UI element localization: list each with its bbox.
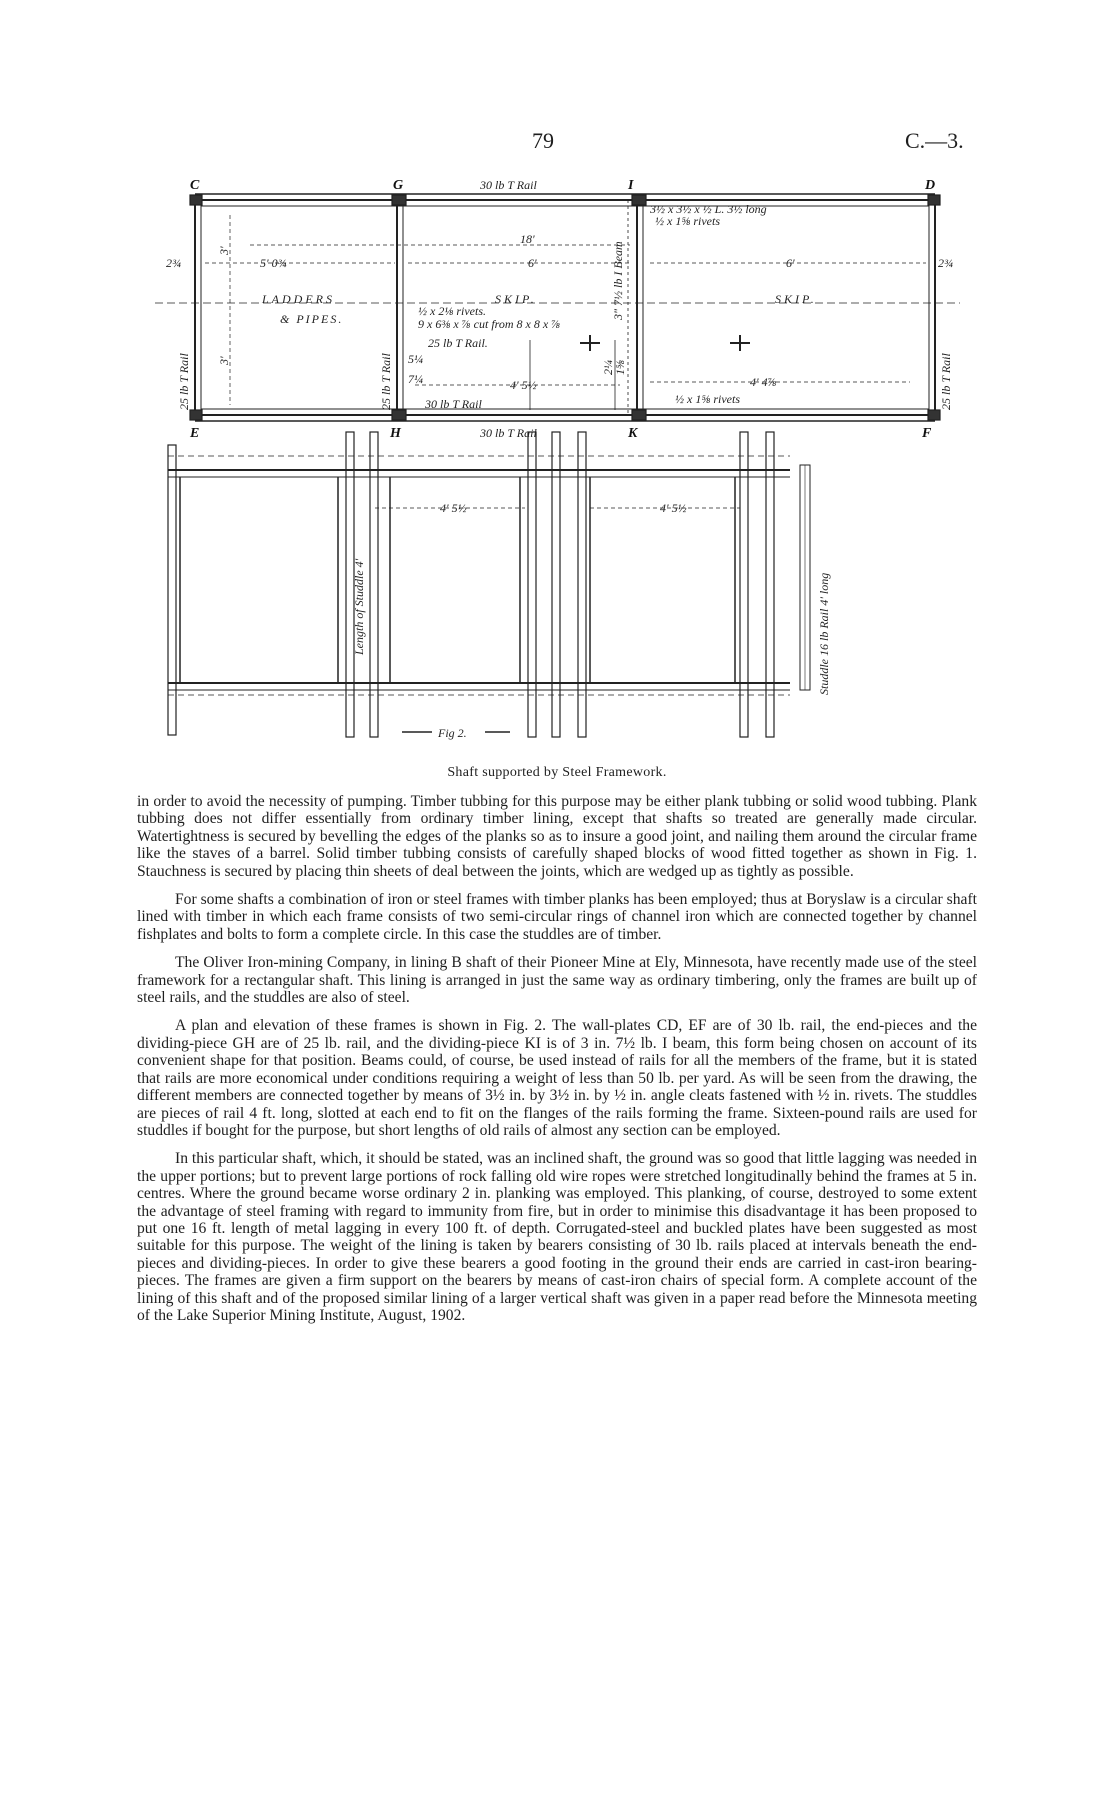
label-d: D xyxy=(925,178,936,193)
annotation-7: 7¼ xyxy=(408,372,423,386)
annotation-bottom-rail: 30 lb T Rail xyxy=(480,426,537,440)
annotation-rail-25-left: 25 lb T Rail xyxy=(177,353,191,410)
annotation-cut: 9 x 6⅜ x ⅞ cut from 8 x 8 x ⅞ xyxy=(418,317,561,331)
annotation-3ft-top: 3' xyxy=(217,246,231,255)
plan-inner-frame xyxy=(201,206,929,409)
report-reference: C.—3. xyxy=(905,128,964,153)
body-text xyxy=(137,793,977,1335)
paragraph-4: A plan and elevation of these frames is shown in Fig. 2. The wall-plates CD, EF are of 30 lb. rail, the end-pieces and the dividing-piece GH are of 25 lb. rail, and the dividing-piece KI is of 3 in. 7½ lb. I beam, this form being chosen on account of its convenient shape for that position. Beams could, of course, be used instead of rails for all the members of the frame, but it is stated that rails are more economical under conditions requiring a weight of less than 50 lb. per yard. As will be seen from the drawing, the different members are connected together by means of 3½ in. by 3½ in. by ½ in. angle cleats fastened with ½ in. rivets. The studdles are pieces of rail 4 ft. long, slotted at each end to fit on the flanges of the rails forming the frame. Sixteen-pound rails are used for studdles if bought for the purpose, but short lengths of old rails of almost any section can be employed. xyxy=(137,1017,977,1139)
annotation-6ft-left: 6' xyxy=(528,256,537,270)
steel-framework-figure xyxy=(150,175,960,765)
annotation-skip-right: SKIP. xyxy=(775,292,817,306)
plan-outer-frame xyxy=(195,200,935,415)
annotation-rail-25-right: 25 lb T Rail xyxy=(939,353,953,410)
annotation-rivets-bottom: ½ x 1⅝ rivets xyxy=(675,392,740,406)
annotation-ladders: LADDERS xyxy=(262,292,335,306)
annotation-rail-30-bottom-mid: 30 lb T Rail xyxy=(425,397,482,411)
annotation-angle: 3½ x 3½ x ½ L. 3½ long xyxy=(650,202,767,216)
annotation-elev-right: 4' 5½ xyxy=(660,501,687,515)
figure-label: Fig 2. xyxy=(438,726,467,740)
annotation-pipes: & PIPES. xyxy=(280,312,344,326)
annotation-studdle-rail: Studdle 16 lb Rail 4' long xyxy=(817,572,831,695)
annotation-18-small: 1⅝ xyxy=(613,360,627,375)
annotation-6ft-right: 6' xyxy=(786,256,795,270)
annotation-2-left: 2¾ xyxy=(166,256,181,270)
annotation-rivets-top: ½ x 1⅝ rivets xyxy=(655,214,720,228)
annotation-4-5: 4' 5½ xyxy=(510,378,537,392)
annotation-4-4: 4' 4⅞ xyxy=(750,375,777,389)
page-number: 79 xyxy=(532,128,554,153)
figure-caption: Shaft supported by Steel Framework. xyxy=(447,765,667,780)
annotation-rail-25-mid: 25 lb T Rail. xyxy=(428,336,488,350)
annotation-elev-left: 4' 5½ xyxy=(440,501,467,515)
label-e: E xyxy=(190,426,200,441)
annotation-24: 2¼ xyxy=(601,360,615,375)
label-k: K xyxy=(628,426,638,441)
paragraph-3: The Oliver Iron-mining Company, in lining B shaft of their Pioneer Mine at Ely, Minnesota, have recently made use of the steel framework for a rectangular shaft. This lining is arranged in just the same way as ordinary timbering, only the frames are built up of steel rails, and the studdles are also of steel. xyxy=(137,954,977,1007)
label-f: F xyxy=(922,426,932,441)
annotation-studdle-length: Length of Studdle 4' xyxy=(352,558,366,655)
paragraph-1: in order to avoid the necessity of pumping. Timber tubbing for this purpose may be either plank tubbing or solid wood tubbing. Plank tubbing does not differ essentially from ordinary timber lining, except that shafts so treated are generally made circular. Watertightness is secured by bevelling the edges of the planks so as to insure a good joint, and nailing them around the circular frame like the staves of a barrel. Solid timber tubbing consists of carefully shaped blocks of wood fitted together as shown in Fig. 1. Stauchness is secured by placing thin sheets of deal between the joints, which are wedged up as tightly as possible. xyxy=(137,793,977,880)
annotation-2-right: 2¾ xyxy=(938,256,953,270)
annotation-top-rail: 30 lb T Rail xyxy=(480,178,537,192)
annotation-skip-left: SKIP. xyxy=(495,292,537,306)
annotation-5-small: 5¼ xyxy=(408,352,423,366)
annotation-beam: 3" 7½ lb I Beam xyxy=(611,241,625,320)
label-g: G xyxy=(393,178,404,193)
annotation-3ft-bottom: 3' xyxy=(217,356,231,365)
label-c: C xyxy=(190,178,200,193)
label-h: H xyxy=(390,426,401,441)
annotation-5ft: 5' 0¾ xyxy=(260,256,287,270)
paragraph-5: In this particular shaft, which, it should be stated, was an inclined shaft, the ground was so good that little lagging was needed in the upper portions; but to prevent large portions of rock falling old wire ropes were stretched longitudinally behind the frames at 5 in. centres. Where the ground became worse ordinary 2 in. planking was employed. This planking, of course, destroyed to some extent the advantage of steel framing with regard to immunity from fire, but in order to minimise this disadvantage it has been proposed to put one 16 ft. length of metal lagging in every 100 ft. of depth. Corrugated-steel and buckled plates have been suggested as most suitable for this purpose. The weight of the lining is taken by bearers consisting of 30 lb. rails placed at intervals beneath the end-pieces and dividing-pieces. In order to give these bearers a good footing in the ground their ends are carried in cast-iron bearing-pieces. The frames are given a firm support on the bearers by means of cast-iron chairs of special form. A complete account of the lining of this shaft and of the proposed similar lining of a larger vertical shaft was given in a paper read before the Minnesota meeting of the Lake Superior Mining Institute, August, 1902. xyxy=(137,1150,977,1324)
annotation-18ft: 18' xyxy=(520,232,535,246)
annotation-rail-25-vert: 25 lb T Rail xyxy=(379,353,393,410)
paragraph-2: For some shafts a combination of iron or steel frames with timber planks has been employed; thus at Boryslaw is a circular shaft lined with timber in which each frame consists of two semi-circular rings of channel iron which are connected together by channel fishplates and bolts to form a complete circle. In this case the studdles are of timber. xyxy=(137,891,977,943)
label-i: I xyxy=(628,178,634,193)
annotation-rivets-mid: ½ x 2⅛ rivets. xyxy=(418,304,486,318)
